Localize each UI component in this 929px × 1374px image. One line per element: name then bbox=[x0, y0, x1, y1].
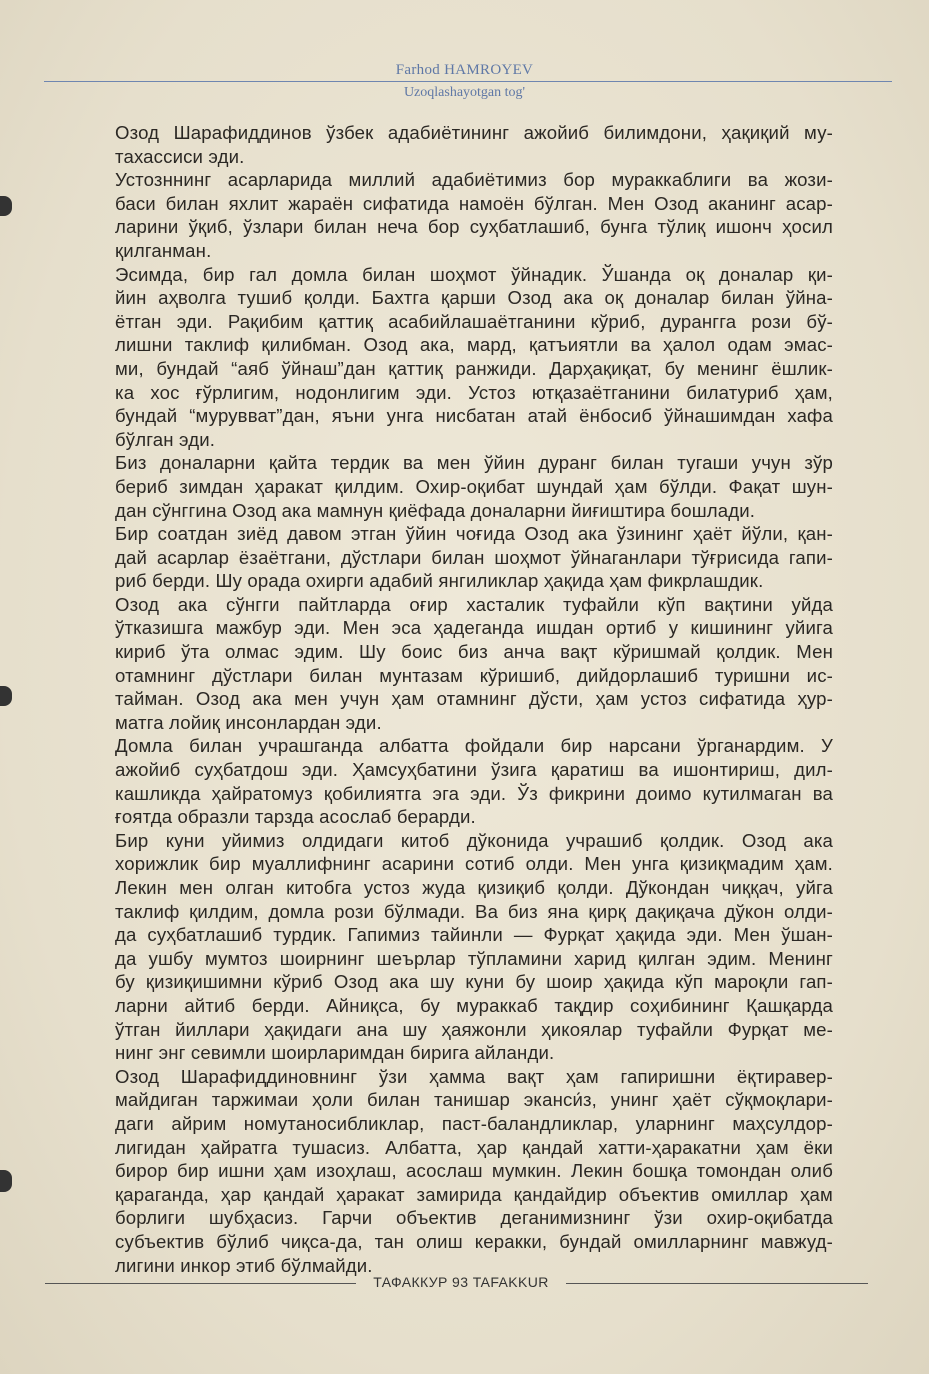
text-line: субъектив бўлиб чиқса-да, тан олиш керакки, бундай омилларнинг мавжуд- bbox=[115, 1230, 833, 1252]
text-line: Бир куни уйимиз олдидаги китоб дўконида учрашиб қолдик. Озод ака bbox=[115, 829, 833, 851]
text-line: ўтказишга мажбур эди. Мен эса ҳадеганда ишдан ортиб у кишининг уйига bbox=[115, 617, 833, 639]
footer-rule-left bbox=[45, 1283, 356, 1284]
text-line: отамнинг дўстлари билан мунтазам кўришиб, дийдорлашиб туришни ис- bbox=[115, 664, 833, 686]
header-rule bbox=[44, 81, 892, 82]
text-line: кашликда ҳайратомуз қобилиятга эга эди. Ўз фикрини доимо кутилмаган ва bbox=[115, 782, 833, 804]
header-author: Farhod HAMROYEV bbox=[395, 62, 534, 78]
binder-hole bbox=[0, 1170, 12, 1192]
header-title: Uzoqlashayotgan tog' bbox=[403, 85, 526, 100]
binder-hole bbox=[0, 686, 12, 706]
text-line: тахассиси эди. bbox=[115, 145, 245, 167]
text-line: да суҳбатлашиб турдик. Гапимиз тайинли — Фурқат ҳақида эди. Мен ўшан- bbox=[115, 924, 833, 946]
text-line: матга лойиқ инсонлардан эди. bbox=[115, 711, 382, 733]
text-line: Устозннинг асарларида миллий адабиётимиз бор мураккаблиги ва жози- bbox=[115, 169, 833, 191]
text-line: майдиган таржимаи ҳоли билан танишар эканси́з, унинг ҳаёт сўқмоқлари- bbox=[115, 1089, 833, 1111]
text-line: лигидан ҳайратга тушасиз. Албатта, ҳар қандай хатти-ҳаракатни ҳам ёки bbox=[115, 1136, 833, 1158]
text-line: нинг энг севимли шоирларимдан бирига айланди. bbox=[115, 1042, 555, 1064]
text-line: Озод Шарафиддиновнинг ўзи ҳамма вақт ҳам гапиришни ёқтиравер- bbox=[115, 1065, 833, 1087]
text-line: Эсимда, бир гал домла билан шоҳмот ўйнадик. Ўшанда оқ доналар қи- bbox=[115, 263, 833, 285]
text-line: Озод Шарафиддинов ўзбек адабиётининг ажойиб билимдони, ҳақиқий му- bbox=[115, 122, 833, 143]
binder-hole bbox=[0, 196, 12, 216]
text-line: лишни таклиф қилибман. Озод ака, мард, қатъиятли ва ҳалол одам эмас- bbox=[115, 334, 833, 356]
text-line: ми, бундай “аяб ўйнаш”дан қаттиқ ранжиди. Дарҳақиқат, бу менинг ёшлик- bbox=[115, 357, 833, 379]
text-line: да ушбу мумтоз шоирнинг шеърлар тўпламини харид қилган эдим. Менинг bbox=[115, 947, 833, 969]
footer-rule-right bbox=[566, 1283, 868, 1284]
text-line: ка хос ғўрлигим, нодонлигим эди. Устоз ютқазаётганини билатуриб ҳам, bbox=[115, 381, 833, 403]
text-line: ларни айтиб берди. Айниқса, бу мураккаб тақдир соҳибининг Қашқарда bbox=[115, 994, 833, 1016]
text-line: таклиф қилдим, домла рози бўлмади. Ва биз яна қирқ дақиқача дўкон олди- bbox=[115, 900, 833, 922]
text-line: дан сўнггина Озод ака мамнун қиёфада доналарни йиғиштира бошлади. bbox=[115, 499, 756, 521]
footer-text: ТАФАККУР 93 TAFAKKUR bbox=[373, 1274, 549, 1290]
text-line: дай асарлар ёзаётгани, дўстлари билан шоҳмот ўйнаганлари тўғрисида гапи- bbox=[115, 546, 833, 568]
text-line: қараганда, ҳар қандай ҳаракат замирида қандайдир объектив омиллар ҳам bbox=[115, 1183, 833, 1205]
text-line: бу қизиқишимни кўриб Озод ака шу куни бу шоир ҳақида кўп мароқли гап- bbox=[115, 971, 833, 993]
article-body bbox=[115, 121, 833, 1277]
text-line: Бир соатдан зиёд давом этган ўйин чоғида Озод ака ўзининг ҳаёт йўли, қан- bbox=[115, 523, 833, 545]
text-line: баси билан яхлит жараён сифатида намоён бўлган. Мен Озод аканинг асар- bbox=[115, 192, 833, 214]
text-line: ўтган йиллари ҳақидаги ана шу ҳаяжонли ҳикоялар туфайли Фурқат ме- bbox=[115, 1018, 833, 1040]
text-line: бундай “мурувват”дан, яъни унга нисбатан атай ёнбосиб ўйнашимдан хафа bbox=[115, 405, 833, 427]
text-line: риб берди. Шу орада охирги адабий янгиликлар ҳақида ҳам фикрлашдик. bbox=[115, 570, 764, 592]
text-line: Лекин мен олган китобга устоз жуда қизиқиб қолди. Дўкондан чиққач, уйга bbox=[115, 877, 833, 898]
text-line: ажойиб суҳбатдош эди. Ҳамсуҳбатини ўзига қаратиш ва ишонтириш, дил- bbox=[115, 759, 833, 781]
text-line: ларини ўқиб, ўзлари билан неча бор суҳбатлашиб, бунга тўлиқ ишонч ҳосил bbox=[115, 216, 833, 238]
text-line: тайман. Озод ака мен учун ҳам отамнинг дўсти, ҳам устоз сифатида ҳур- bbox=[115, 688, 833, 710]
text-line: бўлган эди. bbox=[115, 428, 216, 450]
text-line: ётган эди. Рақибим қаттиқ асабийлашаётганини кўриб, дурангга рози бў- bbox=[115, 310, 833, 332]
text-line: лигини инкор этиб бўлмайди. bbox=[115, 1254, 373, 1276]
text-line: бирор бир ишни ҳам изоҳлаш, асослаш мумкин. Лекин бошқа томондан олиб bbox=[115, 1160, 833, 1182]
text-line: кириб ўта олмас эдим. Шу боис биз анча вақт кўришмай қолдик. Мен bbox=[115, 641, 833, 663]
text-line: Биз доналарни қайта тердик ва мен ўйин дуранг билан тугаши учун зўр bbox=[115, 452, 833, 474]
text-line: Озод ака сўнгги пайтларда оғир хасталик туфайли кўп вақтини уйда bbox=[115, 593, 833, 615]
text-line: ғоятда образли тарзда асослаб берарди. bbox=[115, 806, 476, 828]
text-line: Домла билан учрашганда албатта фойдали бир нарсани ўрганардим. У bbox=[115, 735, 833, 757]
text-line: йин аҳволга тушиб қолди. Бахтга қарши Озод ака оқ доналар билан ўйна- bbox=[115, 287, 833, 309]
text-line: бериб зимдан ҳаракат қилдим. Охир-оқибат шундай ҳам бўлди. Фақат шун- bbox=[115, 475, 833, 497]
text-line: қилганман. bbox=[115, 239, 212, 261]
text-line: хорижлик бир муаллифнинг асарини сотиб олди. Мен унга қизиқмадим ҳам. bbox=[115, 853, 833, 875]
text-line: борлиги шубҳасиз. Гарчи объектив деганимизнинг ўзи охир-оқибатда bbox=[115, 1207, 833, 1229]
text-line: даги айрим номутаносибликлар, паст-баландликлар, уларнинг маҳсулдор- bbox=[115, 1112, 833, 1134]
